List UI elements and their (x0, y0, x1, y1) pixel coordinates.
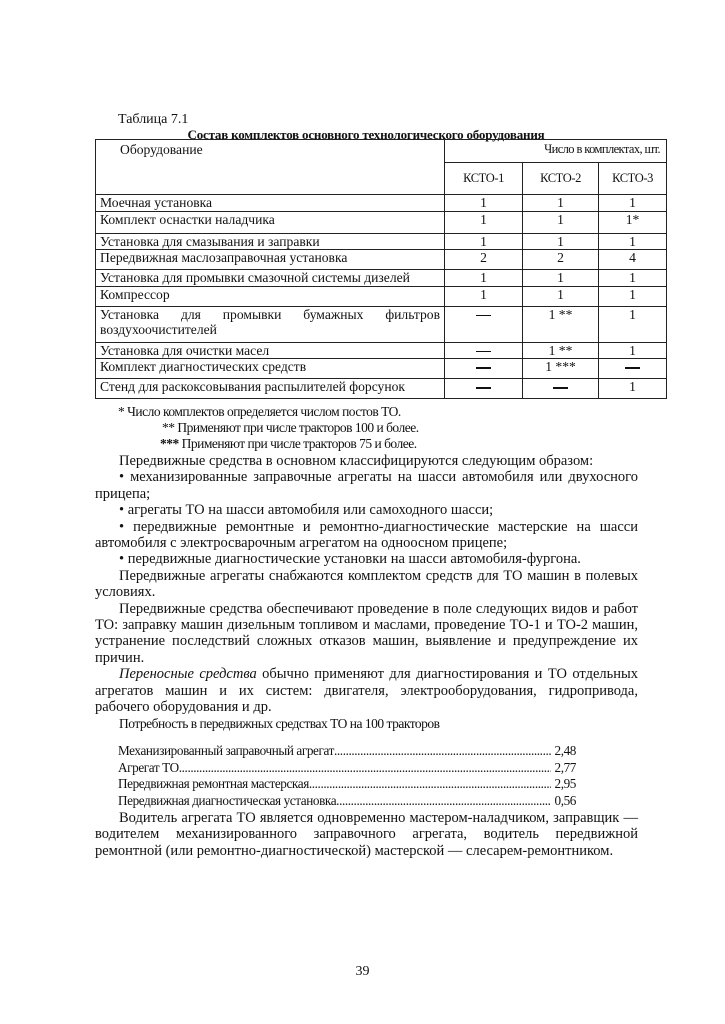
dot-leader (334, 743, 551, 760)
table-row (96, 359, 667, 379)
cell-value: 2 (445, 250, 523, 270)
paragraph: Передвижные средства в основном классифицируются следующим образом: (119, 453, 594, 469)
dash-mark (476, 367, 491, 368)
cell-value: 1 (599, 306, 667, 342)
table-row (96, 306, 667, 342)
note-1: * Число комплектов определяется числом постов ТО. (118, 404, 401, 419)
dot-leader (179, 760, 551, 777)
cell-value: 1 (523, 233, 599, 250)
row-name: Установка для смазывания и заправки (96, 233, 445, 250)
cell-value (445, 342, 523, 359)
row-name: Комплект диагностических средств (96, 359, 445, 379)
cell-value: 2 (523, 250, 599, 270)
list-item (118, 793, 576, 810)
needs-heading: Потребность в передвижных средствах ТО на 100 тракторов (119, 715, 440, 731)
cell-value: 1 (523, 195, 599, 212)
cell-value: 1 *** (523, 359, 599, 379)
table-row (96, 233, 667, 250)
table-row (96, 342, 667, 359)
cell-value: 4 (599, 250, 667, 270)
note-3-text: Применяют при числе тракторов 75 и более. (178, 436, 417, 451)
header-col: КСТО-1 (445, 163, 523, 195)
cell-value: 1 (523, 286, 599, 306)
needs-list (118, 743, 576, 809)
cell-value (445, 359, 523, 379)
bullet-item: • агрегаты ТО на шасси автомобиля или самоходного шасси; (119, 502, 494, 519)
bullet-item: • передвижные ремонтные и ремонтно-диагностические мастерские на шасси автомобиля с электросварочным агрегатом на одноосном прицепе; (95, 518, 638, 552)
item-value: 2,95 (554, 776, 576, 792)
dot-leader (309, 776, 551, 793)
cell-value (523, 379, 599, 399)
bullet-item: • передвижные диагностические установки на шасси автомобиля-фургона. (119, 551, 581, 568)
table-row (96, 250, 667, 270)
table-row (96, 286, 667, 306)
cell-value: 1 (445, 286, 523, 306)
row-name: Передвижная маслозаправочная установка (96, 250, 445, 270)
note-3-mark: *** (160, 436, 179, 451)
final-text (95, 810, 638, 859)
table-row (96, 211, 667, 233)
item-value: 2,48 (554, 743, 576, 758)
header-col: КСТО-2 (523, 163, 599, 195)
bullet-item: • механизированные заправочные агрегаты на шасси автомобиля или двухосного прицепа; (95, 469, 638, 502)
list-item (118, 760, 576, 777)
row-name (96, 306, 445, 342)
cell-value: 1 (599, 286, 667, 306)
table-row (96, 195, 667, 212)
table-notes (118, 404, 419, 452)
dash-mark (625, 367, 640, 368)
paragraph: Передвижные средства обеспечивают проведение в поле следующих видов и работ ТО: заправку машин дизельным топливом и маслами, проведение ТО-1 и ТО-2 машин, устранение последствий сложных отказов машин, выявление и предупреждение их причин. (95, 600, 638, 666)
cell-value: 1 (599, 195, 667, 212)
paragraph (95, 666, 638, 715)
row-name: Установка для промывки смазочной системы дизелей (96, 270, 445, 287)
table-title: Состав комплектов основного технологического оборудования (187, 127, 545, 142)
header-equipment: Оборудование (96, 140, 445, 195)
body-text (95, 453, 638, 732)
paragraph: Передвижные агрегаты снабжаются комплектом средств для ТО машин в полевых условиях. (95, 567, 638, 601)
item-label: Механизированный заправочный агрегат (118, 743, 334, 758)
cell-value: 1 (599, 342, 667, 359)
cell-value: 1 (523, 270, 599, 287)
paragraph: Водитель агрегата ТО является одновременно мастером-наладчиком, заправщик — водителем механизированного заправочного агрегата, водитель передвижной ремонтной (или ремонтно-диагностической) мастерской — слесарем-ремонтником. (95, 810, 638, 859)
cell-value: 1 (445, 270, 523, 287)
cell-value: 1 ** (523, 306, 599, 342)
row-name: Моечная установка (96, 195, 445, 212)
dash-mark (476, 351, 491, 352)
cell-value (445, 306, 523, 342)
row-name: Комплект оснастки наладчика (96, 211, 445, 233)
paragraph-rest: обычно применяют для диагностирования и ТО отдельных агрегатов машин и их систем: двигателя, электрооборудования, гидропривода, рабочего оборудования и др. (95, 666, 638, 716)
dash-mark (476, 315, 491, 316)
row-name: Установка для очистки масел (96, 342, 445, 359)
cell-value: 1 (523, 211, 599, 233)
dash-mark (476, 387, 491, 388)
cell-value: 1 (599, 233, 667, 250)
cell-value (445, 379, 523, 399)
cell-value: 1 (445, 211, 523, 233)
item-label: Агрегат ТО (118, 759, 179, 775)
table-row (96, 379, 667, 399)
cell-value: 1* (599, 211, 667, 233)
row-name: Компрессор (96, 286, 445, 306)
table-caption: Таблица 7.1 (118, 112, 189, 127)
item-value: 0,56 (554, 792, 576, 808)
cell-value: 1 (445, 233, 523, 250)
row-name-line: воздухоочистителей (100, 322, 217, 337)
cell-value: 1 ** (523, 342, 599, 359)
cell-value: 1 (445, 195, 523, 212)
italic-term: Переносные средства (119, 666, 257, 683)
dash-mark (553, 387, 568, 388)
cell-value: 1 (599, 379, 667, 399)
item-value: 2,77 (554, 759, 576, 775)
row-name-line: Установка для промывки бумажных фильтров (100, 306, 440, 322)
header-col: КСТО-3 (599, 163, 667, 195)
cell-value: 1 (599, 270, 667, 287)
list-item (118, 776, 576, 793)
cell-value (599, 359, 667, 379)
list-item (118, 743, 576, 760)
item-label: Передвижная ремонтная мастерская (118, 776, 309, 792)
row-name: Стенд для раскоксовывания распылителей форсунок (96, 379, 445, 399)
note-2: ** Применяют при числе тракторов 100 и более. (162, 420, 419, 435)
note-3 (118, 436, 419, 452)
item-label: Передвижная диагностическая установка (118, 792, 337, 808)
dot-leader (336, 793, 550, 810)
table-row (96, 270, 667, 287)
header-group: Число в комплектах, шт. (445, 140, 667, 163)
page-number: 39 (355, 964, 370, 979)
equipment-table (95, 139, 667, 399)
